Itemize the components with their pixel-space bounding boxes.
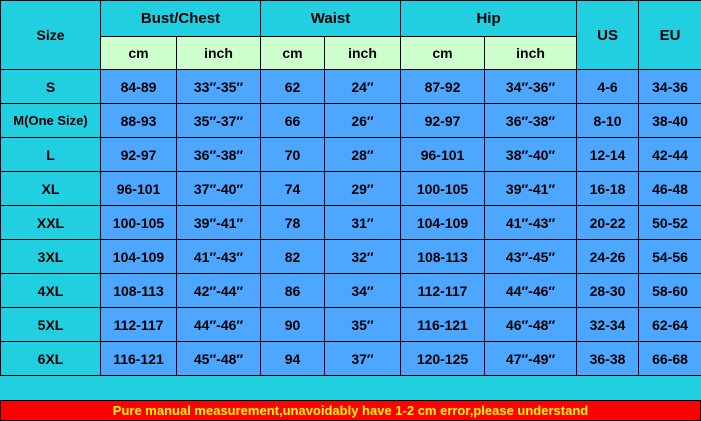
table-header	[1, 1, 701, 70]
cell-eu: 54-56	[639, 240, 701, 274]
cell-waist-cm: 70	[261, 138, 325, 172]
cell-waist-cm: 74	[261, 172, 325, 206]
table-row	[1, 206, 701, 240]
header-bust-chest: Bust/Chest	[101, 1, 261, 37]
cell-waist-inch: 26″	[325, 104, 401, 138]
cell-hip-inch: 44″-46″	[485, 274, 577, 308]
cell-size: 3XL	[1, 240, 101, 274]
cell-eu: 66-68	[639, 342, 701, 376]
cell-hip-cm: 120-125	[401, 342, 485, 376]
header-waist-cm: cm	[261, 37, 325, 70]
cell-hip-cm: 87-92	[401, 70, 485, 104]
cell-us: 32-34	[577, 308, 639, 342]
table-row	[1, 138, 701, 172]
cell-hip-inch: 34″-36″	[485, 70, 577, 104]
cell-waist-cm: 82	[261, 240, 325, 274]
cell-waist-inch: 29″	[325, 172, 401, 206]
cell-hip-inch: 47″-49″	[485, 342, 577, 376]
cell-us: 16-18	[577, 172, 639, 206]
cell-us: 20-22	[577, 206, 639, 240]
cell-us: 36-38	[577, 342, 639, 376]
cell-bust-inch: 44″-46″	[177, 308, 261, 342]
cell-waist-inch: 28″	[325, 138, 401, 172]
cell-eu: 46-48	[639, 172, 701, 206]
cell-waist-cm: 66	[261, 104, 325, 138]
header-waist: Waist	[261, 1, 401, 37]
cell-size: 5XL	[1, 308, 101, 342]
header-bust-cm: cm	[101, 37, 177, 70]
cell-waist-cm: 86	[261, 274, 325, 308]
cell-bust-cm: 84-89	[101, 70, 177, 104]
header-bust-inch: inch	[177, 37, 261, 70]
cell-hip-cm: 116-121	[401, 308, 485, 342]
cell-bust-cm: 96-101	[101, 172, 177, 206]
cell-us: 4-6	[577, 70, 639, 104]
cell-hip-inch: 41″-43″	[485, 206, 577, 240]
header-size: Size	[1, 1, 101, 70]
cell-bust-inch: 35″-37″	[177, 104, 261, 138]
table-row	[1, 104, 701, 138]
cell-hip-inch: 46″-48″	[485, 308, 577, 342]
cell-bust-inch: 39″-41″	[177, 206, 261, 240]
cell-size: XL	[1, 172, 101, 206]
cell-bust-inch: 36″-38″	[177, 138, 261, 172]
cell-eu: 42-44	[639, 138, 701, 172]
cell-us: 8-10	[577, 104, 639, 138]
table-row	[1, 308, 701, 342]
cell-bust-cm: 112-117	[101, 308, 177, 342]
cell-waist-inch: 35″	[325, 308, 401, 342]
cell-hip-cm: 112-117	[401, 274, 485, 308]
header-hip-cm: cm	[401, 37, 485, 70]
cell-waist-cm: 90	[261, 308, 325, 342]
cell-waist-inch: 34″	[325, 274, 401, 308]
cell-bust-inch: 33″-35″	[177, 70, 261, 104]
cell-bust-inch: 41″-43″	[177, 240, 261, 274]
cell-bust-cm: 108-113	[101, 274, 177, 308]
header-eu: EU	[639, 1, 701, 70]
cell-eu: 38-40	[639, 104, 701, 138]
cell-eu: 58-60	[639, 274, 701, 308]
table-row	[1, 274, 701, 308]
cell-size: 4XL	[1, 274, 101, 308]
cell-us: 12-14	[577, 138, 639, 172]
cell-waist-inch: 31″	[325, 206, 401, 240]
header-hip: Hip	[401, 1, 577, 37]
cell-eu: 34-36	[639, 70, 701, 104]
cell-hip-inch: 38″-40″	[485, 138, 577, 172]
cell-hip-inch: 43″-45″	[485, 240, 577, 274]
cell-size: S	[1, 70, 101, 104]
cell-bust-inch: 45″-48″	[177, 342, 261, 376]
cell-size: XXL	[1, 206, 101, 240]
cell-hip-inch: 39″-41″	[485, 172, 577, 206]
cell-eu: 62-64	[639, 308, 701, 342]
cell-waist-inch: 32″	[325, 240, 401, 274]
header-waist-inch: inch	[325, 37, 401, 70]
table-row	[1, 240, 701, 274]
cell-waist-cm: 62	[261, 70, 325, 104]
cell-hip-cm: 92-97	[401, 104, 485, 138]
cell-waist-cm: 94	[261, 342, 325, 376]
cell-hip-cm: 108-113	[401, 240, 485, 274]
header-us: US	[577, 1, 639, 70]
table-row	[1, 342, 701, 376]
header-hip-inch: inch	[485, 37, 577, 70]
cell-waist-inch: 24″	[325, 70, 401, 104]
cell-waist-inch: 37″	[325, 342, 401, 376]
cell-hip-cm: 100-105	[401, 172, 485, 206]
measurement-disclaimer: Pure manual measurement,unavoidably have 1-2 cm error,please understand	[0, 400, 701, 421]
cell-eu: 50-52	[639, 206, 701, 240]
table-body	[1, 70, 701, 376]
cell-hip-cm: 104-109	[401, 206, 485, 240]
cell-bust-cm: 100-105	[101, 206, 177, 240]
cell-bust-cm: 92-97	[101, 138, 177, 172]
cell-us: 28-30	[577, 274, 639, 308]
table-row	[1, 172, 701, 206]
cell-waist-cm: 78	[261, 206, 325, 240]
cell-bust-cm: 88-93	[101, 104, 177, 138]
cell-hip-inch: 36″-38″	[485, 104, 577, 138]
cell-bust-cm: 104-109	[101, 240, 177, 274]
cell-bust-cm: 116-121	[101, 342, 177, 376]
cell-bust-inch: 42″-44″	[177, 274, 261, 308]
header-group-row	[1, 1, 701, 37]
cell-hip-cm: 96-101	[401, 138, 485, 172]
table-row	[1, 70, 701, 104]
cell-size: 6XL	[1, 342, 101, 376]
cell-size: M(One Size)	[1, 104, 101, 138]
cell-size: L	[1, 138, 101, 172]
cell-bust-inch: 37″-40″	[177, 172, 261, 206]
cell-us: 24-26	[577, 240, 639, 274]
